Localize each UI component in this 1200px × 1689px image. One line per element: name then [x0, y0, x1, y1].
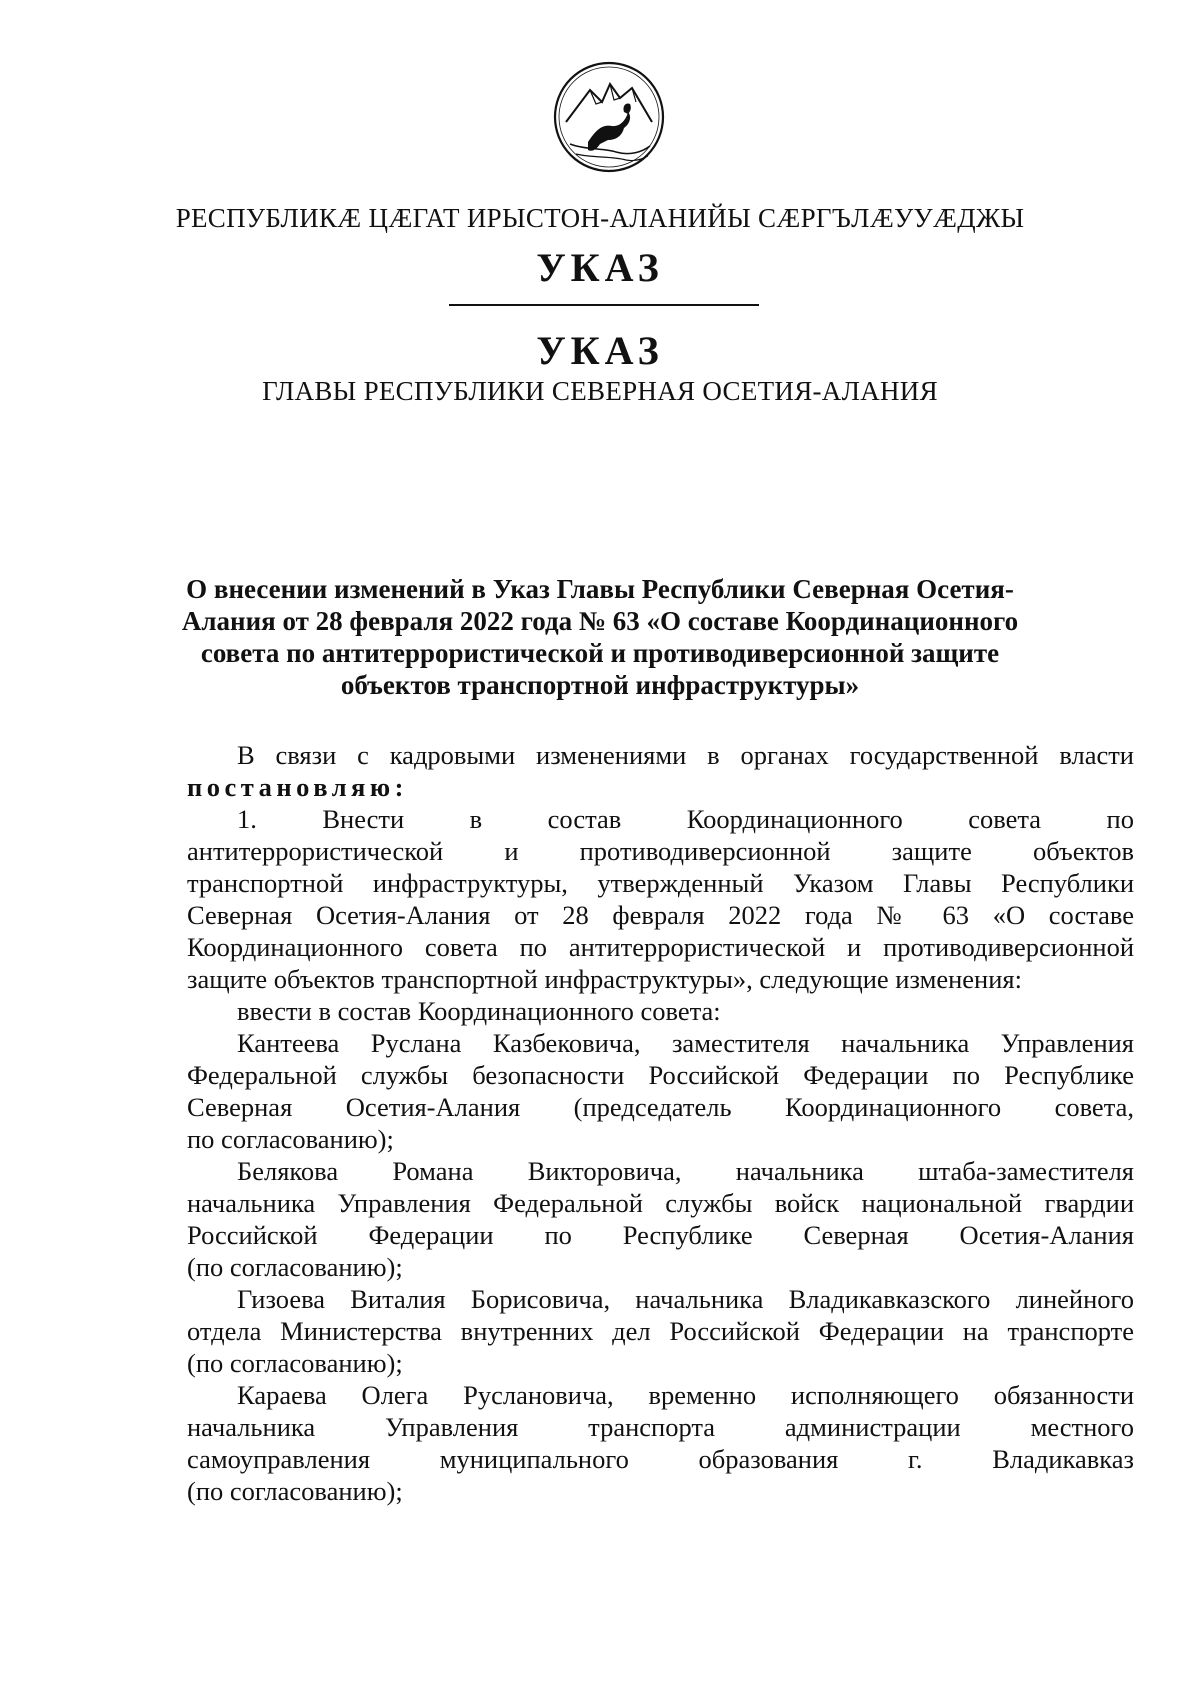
member-belyakov-line: Российской Федерации по Республике Северная Осетия-Алания [187, 1220, 1134, 1250]
introduce-line: ввести в состав Координационного совета: [237, 996, 721, 1026]
document-title [180, 573, 1020, 701]
member-gizoev-line: отдела Министерства внутренних дел Российской Федерации на транспорте [187, 1316, 1134, 1346]
member-kanteev-line: по согласованию); [187, 1124, 394, 1154]
member-karaev-line: самоуправления муниципального образования г. Владикавказ [187, 1444, 1134, 1474]
ukaz-ossetian-heading: УКАЗ [536, 245, 664, 290]
document-title-line: О внесении изменений в Указ Главы Республики Северная Осетия- [186, 574, 1014, 604]
postanovlyayu-label: постановляю: [187, 772, 408, 802]
header-divider [449, 304, 759, 306]
item-1-line: защите объектов транспортной инфраструктуры», следующие изменения: [187, 964, 1022, 994]
item-1-line: Северная Осетия-Алания от 28 февраля 2022 года № 63 «О составе [187, 900, 1134, 930]
document-title-line: объектов транспортной инфраструктуры» [340, 670, 860, 700]
member-belyakov-line: (по согласованию); [187, 1252, 403, 1282]
member-kanteev-line: Федеральной службы безопасности Российской Федерации по Республике [187, 1060, 1134, 1090]
member-belyakov-line: начальника Управления Федеральной службы войск национальной гвардии [187, 1188, 1134, 1218]
document-title-line: Алания от 28 февраля 2022 года № 63 «О составе Координационного [181, 606, 1019, 636]
member-kanteev-line: Кантеева Руслана Казбековича, заместителя начальника Управления [237, 1028, 1134, 1058]
ukaz-russian-heading: УКАЗ [536, 328, 664, 373]
coat-of-arms-emblem [552, 60, 666, 174]
member-karaev-line: Караева Олега Руслановича, временно исполняющего обязанности [237, 1380, 1134, 1410]
member-belyakov-line: Белякова Романа Викторовича, начальника штаба-заместителя [237, 1156, 1134, 1186]
item-1-line: 1. Внести в состав Координационного совета по [237, 804, 1134, 834]
document-title-line: совета по антитеррористической и противодиверсионной защите [200, 638, 1000, 668]
member-gizoev-line: (по согласованию); [187, 1348, 403, 1378]
preamble-line: В связи с кадровыми изменениями в органах государственной власти [237, 740, 1134, 770]
header-ossetian-title: РЕСПУБЛИКӔ ЦӔГАТ ИРЫСТОН-АЛАНИЙЫ СӔРГЪЛӔУУӔДЖЫ [175, 203, 1025, 233]
item-1-line: Координационного совета по антитеррористической и противодиверсионной [187, 932, 1134, 962]
item-1-line: антитеррористической и противодиверсионной защите объектов [187, 836, 1134, 866]
member-kanteev-line: Северная Осетия-Алания (председатель Координационного совета, [187, 1092, 1134, 1122]
member-karaev-line: начальника Управления транспорта администрации местного [187, 1412, 1134, 1442]
item-1-line: транспортной инфраструктуры, утвержденный Указом Главы Республики [187, 868, 1134, 898]
member-gizoev-line: Гизоева Виталия Борисовича, начальника Владикавказского линейного [237, 1284, 1134, 1314]
member-karaev-line: (по согласованию); [187, 1476, 403, 1506]
header-russian-title: ГЛАВЫ РЕСПУБЛИКИ СЕВЕРНАЯ ОСЕТИЯ-АЛАНИЯ [262, 376, 938, 406]
